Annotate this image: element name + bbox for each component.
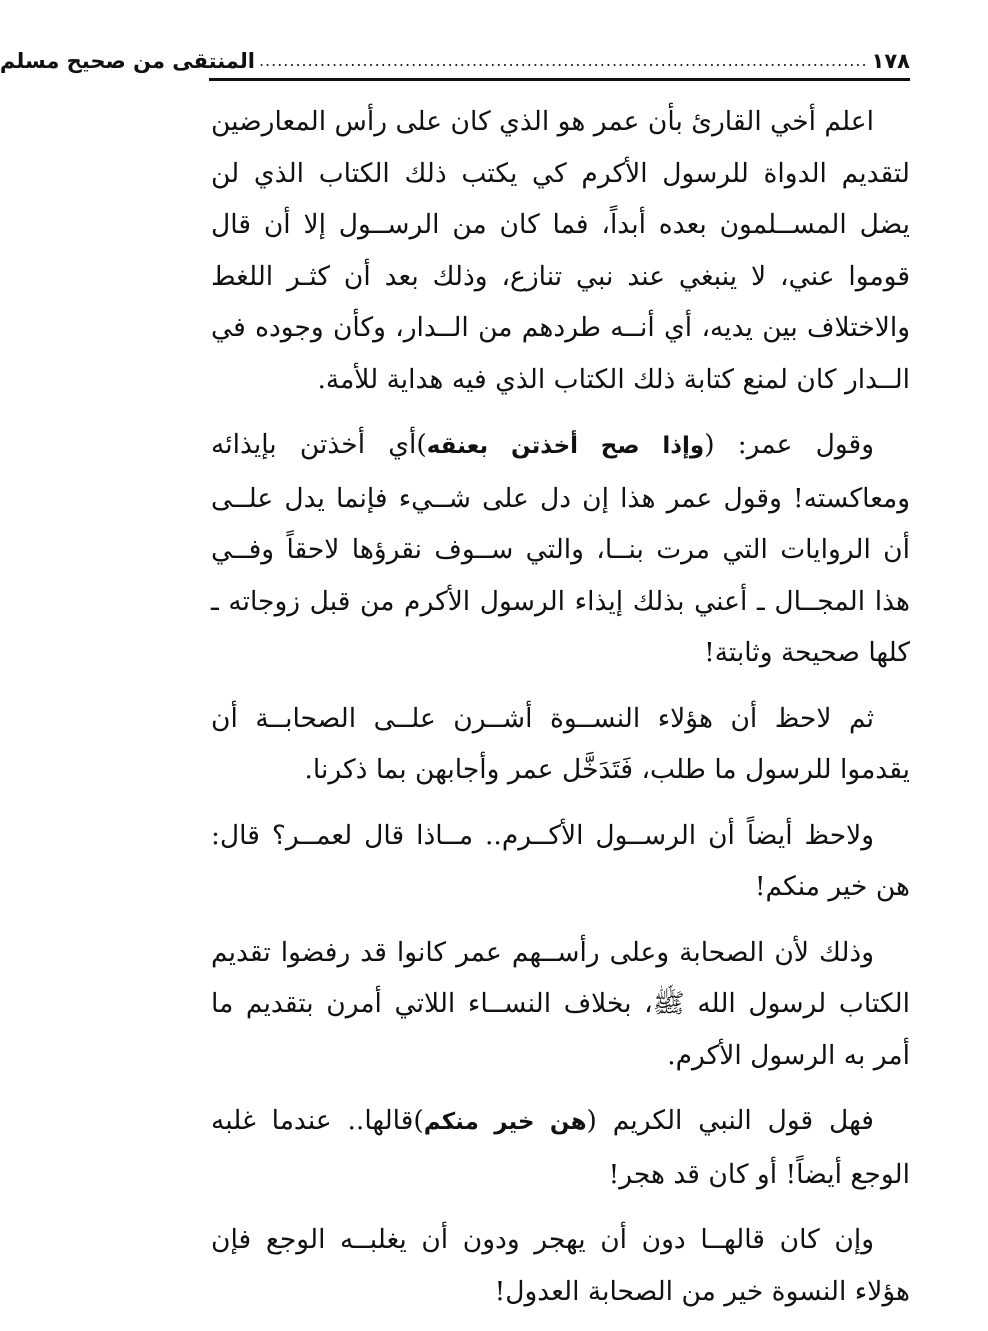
paragraph-6-text-before: فهل قول النبي الكريم ( [586,1105,874,1136]
header-rule [209,78,910,81]
paragraph-2 [211,419,910,679]
paragraph-5: وذلك لأن الصحابة وعلى رأســهم عمر كانوا قد رفضوا تقديم الكتاب لرسول الله ﷺ، بخلاف النســاء اللاتي أمرن بتقديم ما أمر به الرسول الأكرم. [211,936,910,1071]
body-text [211,96,910,1331]
header-leader-dots: .................................................................................................... [258,50,868,70]
paragraph-3: ثم لاحظ أن هؤلاء النســوة أشــرن علــى الصحابــة أن يقدموا للرسول ما طلب، فَتَدَخَّل عمر وأجابهن بما ذكرنا. [211,702,910,785]
paragraph-6-bold-quote: هن خير منكم [423,1109,587,1135]
paragraph-1: اعلم أخي القارئ بأن عمر هو الذي كان على رأس المعارضين لتقديم الدواة للرسول الأكرم كي يكتب ذلك الكتاب الذي لن يضل المســلمون بعده أبداً، فما كان من الرســول إلا أن قال قوموا عني، لا ينبغي عند نبي تنازع، وذلك بعد أن كثـر اللغط والاختلاف بين يديه، أي أنــه طردهم من الــدار، وكأن وجوده في الــدار كان لمنع كتابة ذلك الكتاب الذي فيه هداية للأمة. [211,106,910,395]
paragraph-2-text-before: وقول عمر: ( [704,429,874,460]
paragraph-2-bold-quote: وإذا صح أخذتن بعنقه [426,433,705,459]
page-header [0,28,910,73]
running-title: المنتقى من صحيح مسلم [0,49,255,73]
paragraph-4: ولاحظ أيضاً أن الرســول الأكــرم.. مــاذا قال لعمــر؟ قال: هن خير منكم! [211,819,910,902]
paragraph-6-text-after: )قالها.. عندما غلبه الوجع أيضاً! أو كان قد هجر! [211,1105,910,1190]
paragraph-6 [211,1095,910,1200]
page-number: ١٧٨ [871,49,910,73]
paragraph-2-text-after: )أي أخذتن بإيذائه ومعاكسته! وقول عمر هذا إن دل على شــيء فإنما يدل علــى أن الروايات التي مرت بنــا، والتي ســوف نقرؤها لاحقاً وفــي هذا المجــال ـ أعني بذلك إيذاء الرسول الأكرم من قبل زوجاته ـ كلها صحيحة وثابتة! [211,429,910,668]
paragraph-7: وإن كان قالهــا دون أن يهجر ودون أن يغلبــه الوجع فإن هؤلاء النسوة خير من الصحابة العدول! [211,1224,910,1307]
